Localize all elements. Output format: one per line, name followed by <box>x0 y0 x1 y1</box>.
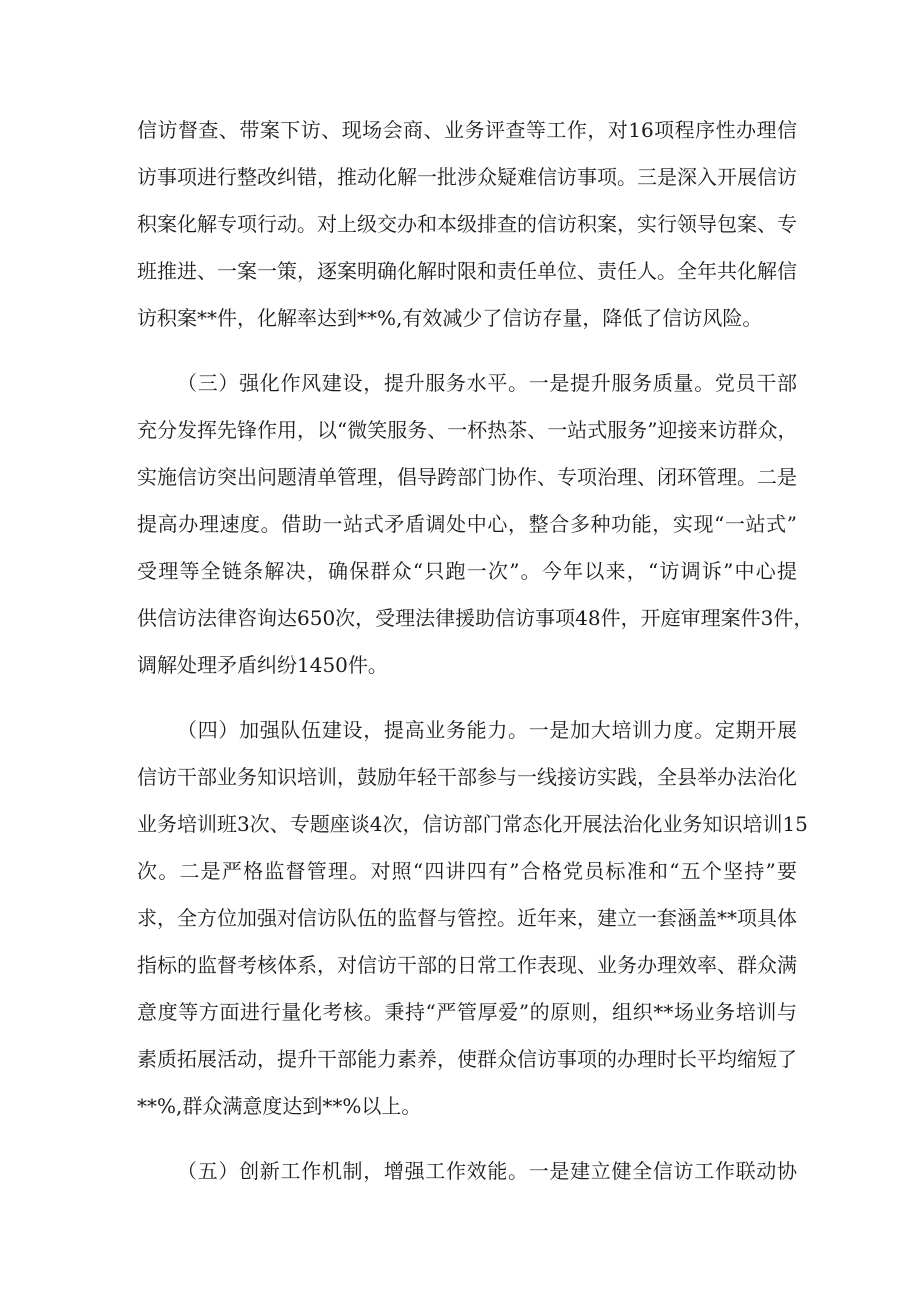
paragraph-line: **%,群众满意度达到**%以上。 <box>137 1094 422 1118</box>
paragraph-line: 调解处理矛盾纠纷1450件。 <box>137 653 388 677</box>
paragraph-line: 信访干部业务知识培训，鼓励年轻干部参与一线接访实践，全县举办法治化 <box>137 765 797 789</box>
paragraph-line: 充分发挥先锋作用，以“微笑服务、一杯热茶、一站式服务”迎接来访群众， <box>137 418 798 442</box>
paragraph-line: 班推进、一案一策，逐案明确化解时限和责任单位、责任人。全年共化解信 <box>137 259 797 283</box>
paragraph-line: （四）加强队伍建设，提高业务能力。一是加大培训力度。定期开展 <box>177 718 797 742</box>
paragraph-line: 供信访法律咨询达650次，受理法律援助信访事项48件，开庭审理案件3件， <box>137 606 814 630</box>
paragraph-line: 提高办理速度。借助一站式矛盾调处中心，整合多种功能，实现“一站式” <box>137 512 797 536</box>
paragraph-line: 意度等方面进行量化考核。秉持“严管厚爱”的原则，组织**场业务培训与 <box>137 1000 797 1024</box>
paragraph-line: 求，全方位加强对信访队伍的监督与管控。近年来，建立一套涵盖**项具体 <box>137 906 797 930</box>
paragraph-line: 积案化解专项行动。对上级交办和本级排查的信访积案，实行领导包案、专 <box>137 212 797 236</box>
paragraph-line: 素质拓展活动，提升干部能力素养，使群众信访事项的办理时长平均缩短了 <box>137 1047 797 1071</box>
paragraph-line: 实施信访突出问题清单管理，倡导跨部门协作、专项治理、闭环管理。二是 <box>137 465 797 489</box>
paragraph-line: 次。二是严格监督管理。对照“四讲四有”合格党员标准和“五个坚持”要 <box>137 859 797 883</box>
paragraph-line: （三）强化作风建设，提升服务水平。一是提升服务质量。党员干部 <box>177 371 797 395</box>
paragraph-line: 信访督查、带案下访、现场会商、业务评查等工作，对16项程序性办理信 <box>137 118 797 142</box>
paragraph-line: 访事项进行整改纠错，推动化解一批涉众疑难信访事项。三是深入开展信访 <box>137 165 797 189</box>
paragraph-line: 业务培训班3次、专题座谈4次，信访部门常态化开展法治化业务知识培训15 <box>137 812 808 836</box>
paragraph-line: 指标的监督考核体系，对信访干部的日常工作表现、业务办理效率、群众满 <box>137 953 797 977</box>
paragraph-line: 受理等全链条解决，确保群众“只跑一次”。今年以来，“访调诉”中心提 <box>137 559 797 583</box>
paragraph-line: 访积案**件，化解率达到**%,有效减少了信访存量，降低了信访风险。 <box>137 306 763 330</box>
paragraph-line: （五）创新工作机制，增强工作效能。一是建立健全信访工作联动协 <box>177 1159 797 1183</box>
